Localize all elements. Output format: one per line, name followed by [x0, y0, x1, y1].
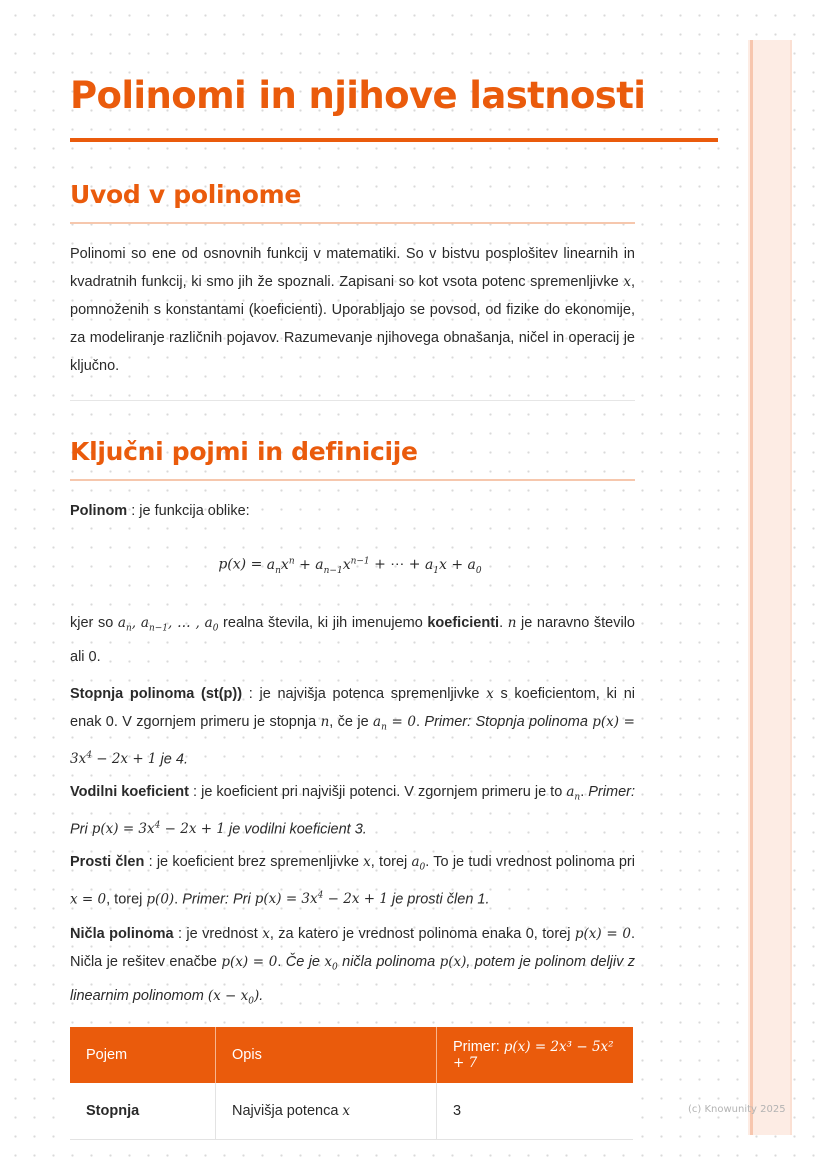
table-header-opis: Opis: [216, 1027, 437, 1083]
title-underline: [70, 138, 718, 142]
section-heading-intro: Uvod v polinome: [70, 180, 302, 209]
margin-line-right: [790, 40, 792, 1135]
page-title: Polinomi in njihove lastnosti: [70, 74, 646, 117]
polynomial-general-formula: $p(x) = a_nx^n + a_{n-1}x^{n-1}$ + ⋯ + $a_1x + a_0$: [218, 556, 482, 576]
definition-polinom: Polinom : je funkcija oblike:: [70, 503, 250, 519]
coefficients-description: kjer so $a_n$, $a_{n-1}$, … , $a_0$ realna števila, ki jih imenujemo koeficienti. n je naravno število ali 0.: [70, 615, 635, 665]
table-cell-desc: Najvišja potenca x: [216, 1083, 437, 1140]
table-cell-term: Stopnja: [70, 1083, 216, 1140]
intro-paragraph: Polinomi so ene od osnovnih funkcij v matematiki. So v bistvu posplošitev linearnih in kvadratnih funkcij, ki smo jih že spoznali. Zapisani so kot vsota potenc spremenljivke x, pomnoženih s konstantami (koeficienti). Uporabljajo se povsod, od fizike do ekonomije, za modeliranje različnih pojavov. Razumevanje njihovega obnašanja, ničel in operacij je ključno.: [70, 246, 635, 374]
section-heading-concepts: Ključni pojmi in definicije: [70, 437, 418, 466]
table-header-pojem: Pojem: [70, 1027, 216, 1083]
section-underline-intro: [70, 222, 635, 224]
table-header-primer: Primer: p(x) = 2x³ − 5x² + 7: [437, 1027, 634, 1083]
copyright-footer: (c) Knowunity 2025: [688, 1104, 786, 1115]
section-separator: [70, 400, 635, 401]
table-cell-value: 3: [437, 1083, 634, 1140]
side-margin-strip: [748, 40, 792, 1135]
margin-line: [750, 40, 753, 1135]
definition-prosti: Prosti člen : je koeficient brez spremenljivke x, torej $a_0$. To je tudi vrednost polinoma pri x = 0, torej p(0). Primer: Pri $p(x) = 3x^4 - 2x + 1$ je prosti člen 1.: [70, 854, 635, 908]
definition-nicla: Ničla polinoma : je vrednost x, za katero je vrednost polinoma enaka 0, torej p(x) = 0. Ničla je rešitev enačbe p(x) = 0. Če je $x_0$ ničla polinoma p(x), potem je polinom deljiv z linearnim polinomom $(x - x_0)$.: [70, 926, 635, 1007]
definition-vodilni: Vodilni koeficient : je koeficient pri najvišji potenci. V zgornjem primeru je to $a_n$. Primer: Pri $p(x) = 3x^4 - 2x + 1$ je vodilni koeficient 3.: [70, 784, 635, 838]
section-underline-concepts: [70, 479, 635, 481]
table-row: [70, 1083, 633, 1140]
table-header-row: [70, 1027, 633, 1083]
properties-table: [70, 1027, 633, 1140]
definition-stopnja: Stopnja polinoma (st(p)) : je najvišja potenca spremenljivke x s koeficientom, ki ni enak 0. V zgornjem primeru je stopnja n, če je $a_n = 0$. Primer: Stopnja polinoma $p(x) = 3x^4 - 2x + 1$ je 4.: [70, 686, 635, 768]
